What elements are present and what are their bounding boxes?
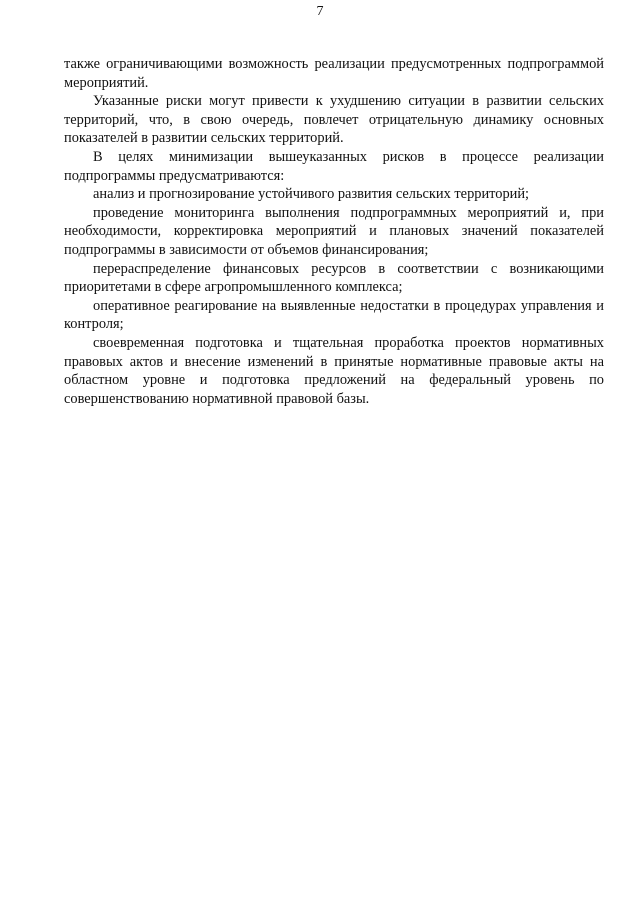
paragraph-risk-continuation: также ограничивающими возможность реализации предусмотренных подпрограммой мероприятий. — [64, 56, 604, 91]
paragraph-risk-consequences: Указанные риски могут привести к ухудшению ситуации в развитии сельских территорий, что, в свою очередь, повлечет отрицательную динамику основных показателей в развитии сельских территорий. — [64, 93, 604, 147]
document-body — [64, 55, 604, 408]
paragraph-measure-redistribution: перераспределение финансовых ресурсов в соответствии с возникающими приоритетами в сфере агропромышленного комплекса; — [64, 260, 604, 296]
paragraph-measure-analysis: анализ и прогнозирование устойчивого развития сельских территорий; — [93, 186, 530, 203]
paragraph-mitigation-intro: В целях минимизации вышеуказанных рисков в процессе реализации подпрограммы предусматриваются: — [64, 148, 604, 184]
paragraph-measure-regulation: своевременная подготовка и тщательная проработка проектов нормативных правовых актов и внесение изменений в принятые нормативные правовые акты на областном уровне и подготовка предложений на федеральный уровень по совершенствованию нормативной правовой базы. — [64, 334, 604, 407]
paragraph-measure-response: оперативное реагирование на выявленные недостатки в процедурах управления и контроля; — [64, 297, 604, 333]
paragraph-measure-monitoring: проведение мониторинга выполнения подпрограммных мероприятий и, при необходимости, корректировка мероприятий и плановых значений показателей подпрограммы в зависимости от объемов финансирования; — [64, 204, 604, 258]
page-number: 7 — [316, 4, 324, 19]
